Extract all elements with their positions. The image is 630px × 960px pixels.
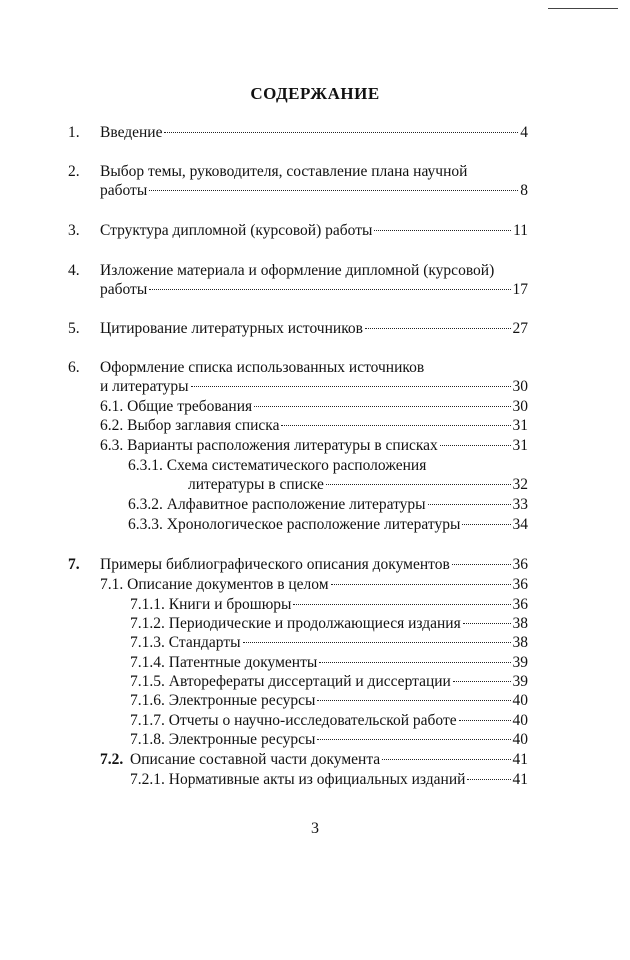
leader-dots — [317, 739, 510, 740]
toc-entry-title: 7.1.6. Электронные ресурсы — [130, 692, 316, 709]
toc-entry-page: 36 — [512, 576, 528, 593]
toc-entry-page: 27 — [512, 320, 528, 337]
toc-entry-title-cont: литературы в списке — [188, 476, 324, 493]
toc-entry-page: 31 — [512, 417, 528, 434]
toc-entry-page: 38 — [512, 615, 528, 632]
toc-entry-page: 40 — [512, 731, 528, 748]
toc-entry-number: 3. — [68, 222, 80, 239]
toc-entry-page: 33 — [512, 496, 528, 513]
toc-entry-title: 6.3.1. Схема систематического расположения — [128, 457, 427, 474]
toc-entry-number: 4. — [68, 262, 80, 279]
toc-entry-title: Введение — [100, 124, 163, 141]
toc-entry-title: Оформление списка использованных источников — [100, 359, 425, 376]
toc-entry-title-cont: работы — [100, 281, 148, 298]
leader-dots — [453, 681, 511, 682]
toc-entry-title: 7.1.8. Электронные ресурсы — [130, 731, 316, 748]
toc-entry-title: 6.3.2. Алфавитное расположение литературы — [128, 496, 426, 513]
toc-entry-number: 7.2. — [100, 751, 124, 768]
leader-dots — [164, 132, 518, 133]
toc-entry-page: 41 — [512, 771, 528, 788]
toc-entry-title: 7.1.5. Авторефераты диссертаций и диссертации — [130, 673, 451, 690]
toc-entry-page: 36 — [512, 556, 528, 573]
toc-entry-page: 34 — [512, 516, 528, 533]
toc-entry-page: 11 — [513, 222, 528, 239]
leader-dots — [254, 406, 510, 407]
leader-dots — [191, 386, 511, 387]
leader-dots — [319, 662, 510, 663]
leader-dots — [440, 445, 511, 446]
toc-entry-title: Структура дипломной (курсовой) работы — [100, 222, 373, 239]
toc-entry-number: 1. — [68, 124, 80, 141]
toc-entry-title: Цитирование литературных источников — [100, 320, 364, 337]
toc-entry-title-cont: работы — [100, 182, 148, 199]
leader-dots — [459, 720, 511, 721]
toc-entry-page: 32 — [512, 476, 528, 493]
toc-entry-page: 36 — [512, 596, 528, 613]
toc-entry-page: 8 — [520, 182, 528, 199]
leader-dots — [462, 524, 510, 525]
page-title: СОДЕРЖАНИЕ — [250, 84, 380, 103]
toc-entry-number: 7. — [68, 556, 80, 573]
leader-dots — [243, 642, 511, 643]
leader-dots — [467, 779, 510, 780]
toc-entry-title: 6.2. Выбор заглавия списка — [100, 417, 280, 434]
toc-entry-page: 4 — [520, 124, 528, 141]
toc-entry-title: 6.3.3. Хронологическое расположение литературы — [128, 516, 461, 533]
toc-entry-page: 38 — [512, 634, 528, 651]
leader-dots — [317, 700, 510, 701]
leader-dots — [452, 564, 511, 565]
leader-dots — [382, 759, 510, 760]
toc-entry-page: 40 — [512, 712, 528, 729]
toc-entry-title: Выбор темы, руководителя, составление плана научной — [100, 163, 468, 180]
leader-dots — [374, 230, 511, 231]
toc-entry-title-cont: и литературы — [100, 378, 189, 395]
toc-entry-title: 7.1.4. Патентные документы — [130, 654, 318, 671]
leader-dots — [365, 328, 510, 329]
toc-entry-page: 30 — [512, 398, 528, 415]
leader-dots — [326, 484, 511, 485]
toc-entry-title: Примеры библиографического описания документов — [100, 556, 450, 573]
toc-entry-title: 6.1. Общие требования — [100, 398, 253, 415]
toc-entry-page: 40 — [512, 692, 528, 709]
toc-entry-title: Описание составной части документа — [130, 751, 381, 768]
toc-entry-title: 6.3. Варианты расположения литературы в списках — [100, 437, 438, 454]
scan-mark-top-right — [548, 8, 618, 9]
toc-entry-title: 7.1.3. Стандарты — [130, 634, 241, 651]
leader-dots — [293, 604, 510, 605]
toc-entry-page: 39 — [512, 673, 528, 690]
leader-dots — [463, 623, 511, 624]
toc-entry-page: 39 — [512, 654, 528, 671]
leader-dots — [428, 504, 511, 505]
toc-entry-title: Изложение материала и оформление дипломной (курсовой) — [100, 262, 495, 279]
toc-entry-number: 2. — [68, 163, 80, 180]
toc-entry-title: 7.1. Описание документов в целом — [100, 576, 329, 593]
toc-entry-title: 7.1.7. Отчеты о научно-исследовательской работе — [130, 712, 457, 729]
leader-dots — [281, 425, 510, 426]
toc-entry-page: 17 — [512, 281, 528, 298]
toc-entry-title: 7.1.1. Книги и брошюры — [130, 596, 292, 613]
page-number: 3 — [311, 820, 319, 837]
toc-entry-title: 7.1.2. Периодические и продолжающиеся издания — [130, 615, 461, 632]
leader-dots — [149, 190, 518, 191]
toc-entry-number: 6. — [68, 359, 80, 376]
leader-dots — [331, 584, 511, 585]
toc-entry-page: 31 — [512, 437, 528, 454]
toc-entry-page: 30 — [512, 378, 528, 395]
leader-dots — [149, 289, 510, 290]
toc-entry-title: 7.2.1. Нормативные акты из официальных изданий — [130, 771, 466, 788]
toc-entry-page: 41 — [512, 751, 528, 768]
toc-entry-number: 5. — [68, 320, 80, 337]
